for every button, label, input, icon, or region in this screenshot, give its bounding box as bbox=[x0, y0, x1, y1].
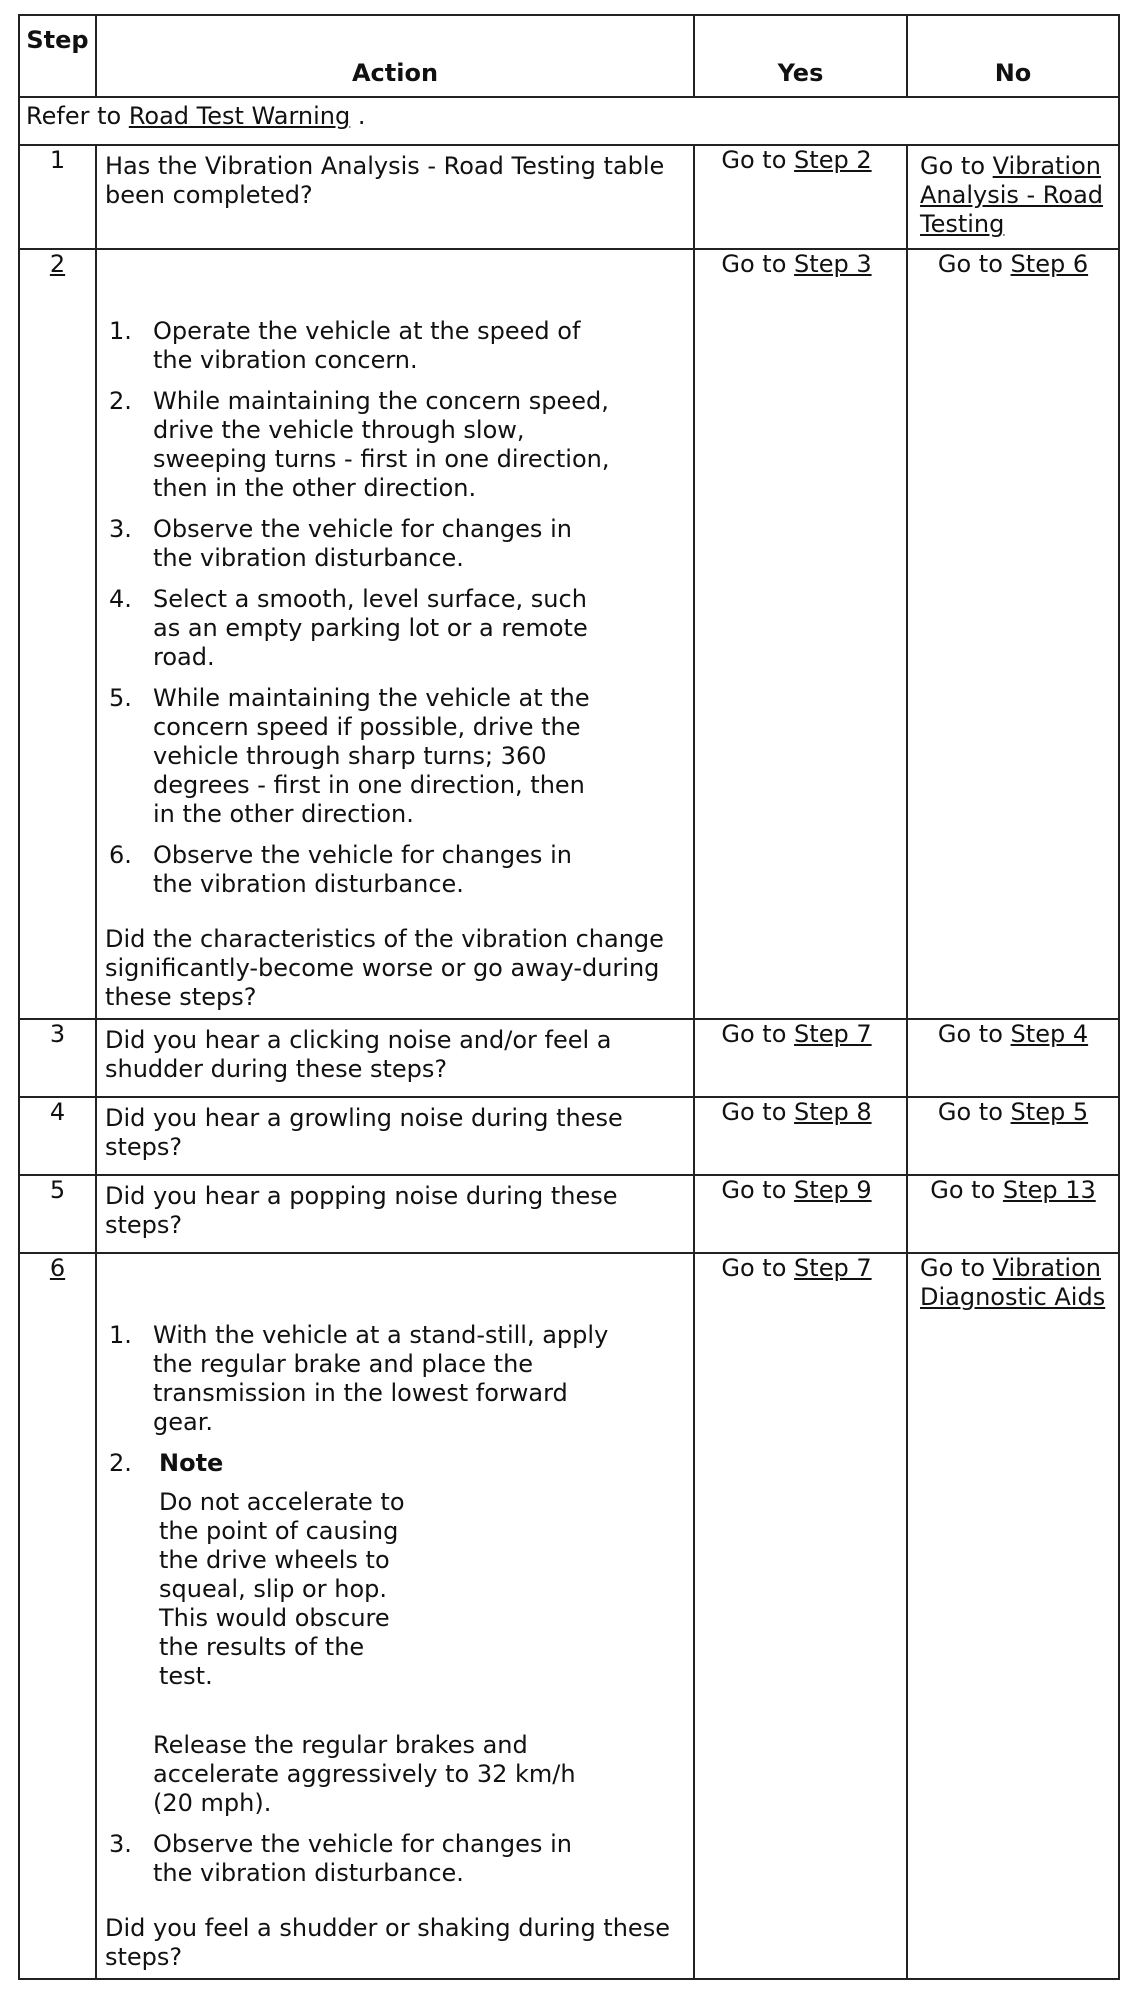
step-number: 4 bbox=[19, 1097, 96, 1175]
no-link[interactable]: Step 4 bbox=[1010, 1020, 1089, 1048]
no-cell bbox=[907, 249, 1119, 1019]
yes-link[interactable]: Step 2 bbox=[794, 146, 872, 174]
list-item: 1. Operate the vehicle at the speed of the vibration concern. bbox=[109, 317, 581, 374]
step-number-link[interactable] bbox=[19, 249, 96, 1019]
go-to-label: Go to bbox=[930, 1176, 996, 1204]
step-number-link[interactable] bbox=[19, 1253, 96, 1979]
no-link[interactable]: Step 5 bbox=[1010, 1098, 1089, 1126]
list-item: 2. While maintaining the concern speed, drive the vehicle through slow, sweeping turns - first in one direction, then in the other direction. bbox=[109, 387, 610, 502]
go-to-label: Go to bbox=[937, 1020, 1003, 1048]
list-item: 2. Note Do not accelerate to the point of causing the drive wheels to squeal, slip or hop. This would obscure the results of the test. Release the regular brakes and accelerate aggressively to 32 km/h (20 mph). bbox=[105, 1449, 613, 1818]
header-step: Step bbox=[19, 15, 96, 97]
step-6-link[interactable]: 6 bbox=[49, 1254, 66, 1282]
yes-cell bbox=[694, 249, 907, 1019]
note-followup: Release the regular brakes and accelerate aggressively to 32 km/h (20 mph). bbox=[153, 1731, 576, 1817]
list-item: 6. Observe the vehicle for changes in the vibration disturbance. bbox=[109, 841, 572, 898]
action-question: Did you hear a popping noise during these steps? bbox=[96, 1175, 694, 1253]
no-cell bbox=[907, 145, 1119, 249]
table-row bbox=[19, 145, 1119, 249]
no-cell bbox=[907, 1175, 1119, 1253]
table-row bbox=[19, 1019, 1119, 1097]
note-title: Note bbox=[159, 1449, 224, 1477]
yes-link[interactable]: Step 8 bbox=[794, 1098, 872, 1126]
go-to-label: Go to bbox=[937, 250, 1003, 278]
no-cell bbox=[907, 1097, 1119, 1175]
yes-cell bbox=[694, 1019, 907, 1097]
no-cell bbox=[907, 1253, 1119, 1979]
action-question: Did the characteristics of the vibration change significantly-become worse or go away-during these steps? bbox=[105, 925, 664, 1011]
header-row bbox=[19, 15, 1119, 97]
step-number: 3 bbox=[19, 1019, 96, 1097]
go-to-label: Go to bbox=[920, 152, 986, 180]
action-question: Has the Vibration Analysis - Road Testing table been completed? bbox=[96, 145, 694, 249]
step-number: 1 bbox=[19, 145, 96, 249]
list-item: 3. Observe the vehicle for changes in the vibration disturbance. bbox=[109, 515, 572, 572]
yes-cell bbox=[694, 1253, 907, 1979]
go-to-label: Go to bbox=[721, 1098, 787, 1126]
go-to-label: Go to bbox=[721, 1176, 787, 1204]
list-item: 1. With the vehicle at a stand-still, apply the regular brake and place the transmission in the lowest forward gear. bbox=[109, 1321, 609, 1436]
refer-row bbox=[19, 97, 1119, 145]
list-item: 3. Observe the vehicle for changes in the vibration disturbance. bbox=[109, 1830, 572, 1887]
action-cell bbox=[96, 1253, 694, 1979]
step-number: 5 bbox=[19, 1175, 96, 1253]
yes-link[interactable]: Step 7 bbox=[794, 1254, 872, 1282]
action-question: Did you hear a clicking noise and/or feel a shudder during these steps? bbox=[96, 1019, 694, 1097]
table-row bbox=[19, 249, 1119, 1019]
table-row bbox=[19, 1253, 1119, 1979]
yes-cell bbox=[694, 145, 907, 249]
table-row bbox=[19, 1175, 1119, 1253]
action-question: Did you feel a shudder or shaking during these steps? bbox=[105, 1914, 670, 1971]
yes-link[interactable]: Step 3 bbox=[794, 250, 872, 278]
yes-cell bbox=[694, 1175, 907, 1253]
refer-prefix: Refer to bbox=[26, 102, 122, 130]
go-to-label: Go to bbox=[721, 1020, 787, 1048]
go-to-label: Go to bbox=[721, 1254, 787, 1282]
action-question: Did you hear a growling noise during these steps? bbox=[96, 1097, 694, 1175]
no-link[interactable]: Vibration Analysis - Road Testing bbox=[920, 152, 1104, 238]
road-test-warning-link[interactable]: Road Test Warning bbox=[128, 102, 351, 130]
table-row bbox=[19, 1097, 1119, 1175]
refer-cell bbox=[19, 97, 1119, 145]
header-yes: Yes bbox=[694, 15, 907, 97]
go-to-label: Go to bbox=[920, 1254, 986, 1282]
list-item: 5. While maintaining the vehicle at the concern speed if possible, drive the vehicle through sharp turns; 360 degrees - first in one direction, then in the other direction. bbox=[109, 684, 590, 828]
header-no: No bbox=[907, 15, 1119, 97]
no-link[interactable]: Step 6 bbox=[1010, 250, 1089, 278]
note-body: Do not accelerate to the point of causing the drive wheels to squeal, slip or hop. This would obscure the results of the test. bbox=[159, 1488, 405, 1690]
refer-suffix: . bbox=[350, 102, 366, 130]
yes-link[interactable]: Step 7 bbox=[794, 1020, 872, 1048]
no-link[interactable]: Vibration Diagnostic Aids bbox=[920, 1254, 1106, 1311]
no-link[interactable]: Step 13 bbox=[1002, 1176, 1096, 1204]
list-item: 4. Select a smooth, level surface, such as an empty parking lot or a remote road. bbox=[109, 585, 588, 671]
header-action: Action bbox=[96, 15, 694, 97]
yes-link[interactable]: Step 9 bbox=[794, 1176, 872, 1204]
go-to-label: Go to bbox=[721, 250, 787, 278]
go-to-label: Go to bbox=[721, 146, 787, 174]
procedure-list bbox=[105, 317, 685, 899]
step-2-link[interactable]: 2 bbox=[49, 250, 66, 278]
go-to-label: Go to bbox=[937, 1098, 1003, 1126]
procedure-list bbox=[105, 1321, 685, 1888]
yes-cell bbox=[694, 1097, 907, 1175]
no-cell bbox=[907, 1019, 1119, 1097]
action-cell bbox=[96, 249, 694, 1019]
diagnostic-table bbox=[18, 14, 1120, 1980]
